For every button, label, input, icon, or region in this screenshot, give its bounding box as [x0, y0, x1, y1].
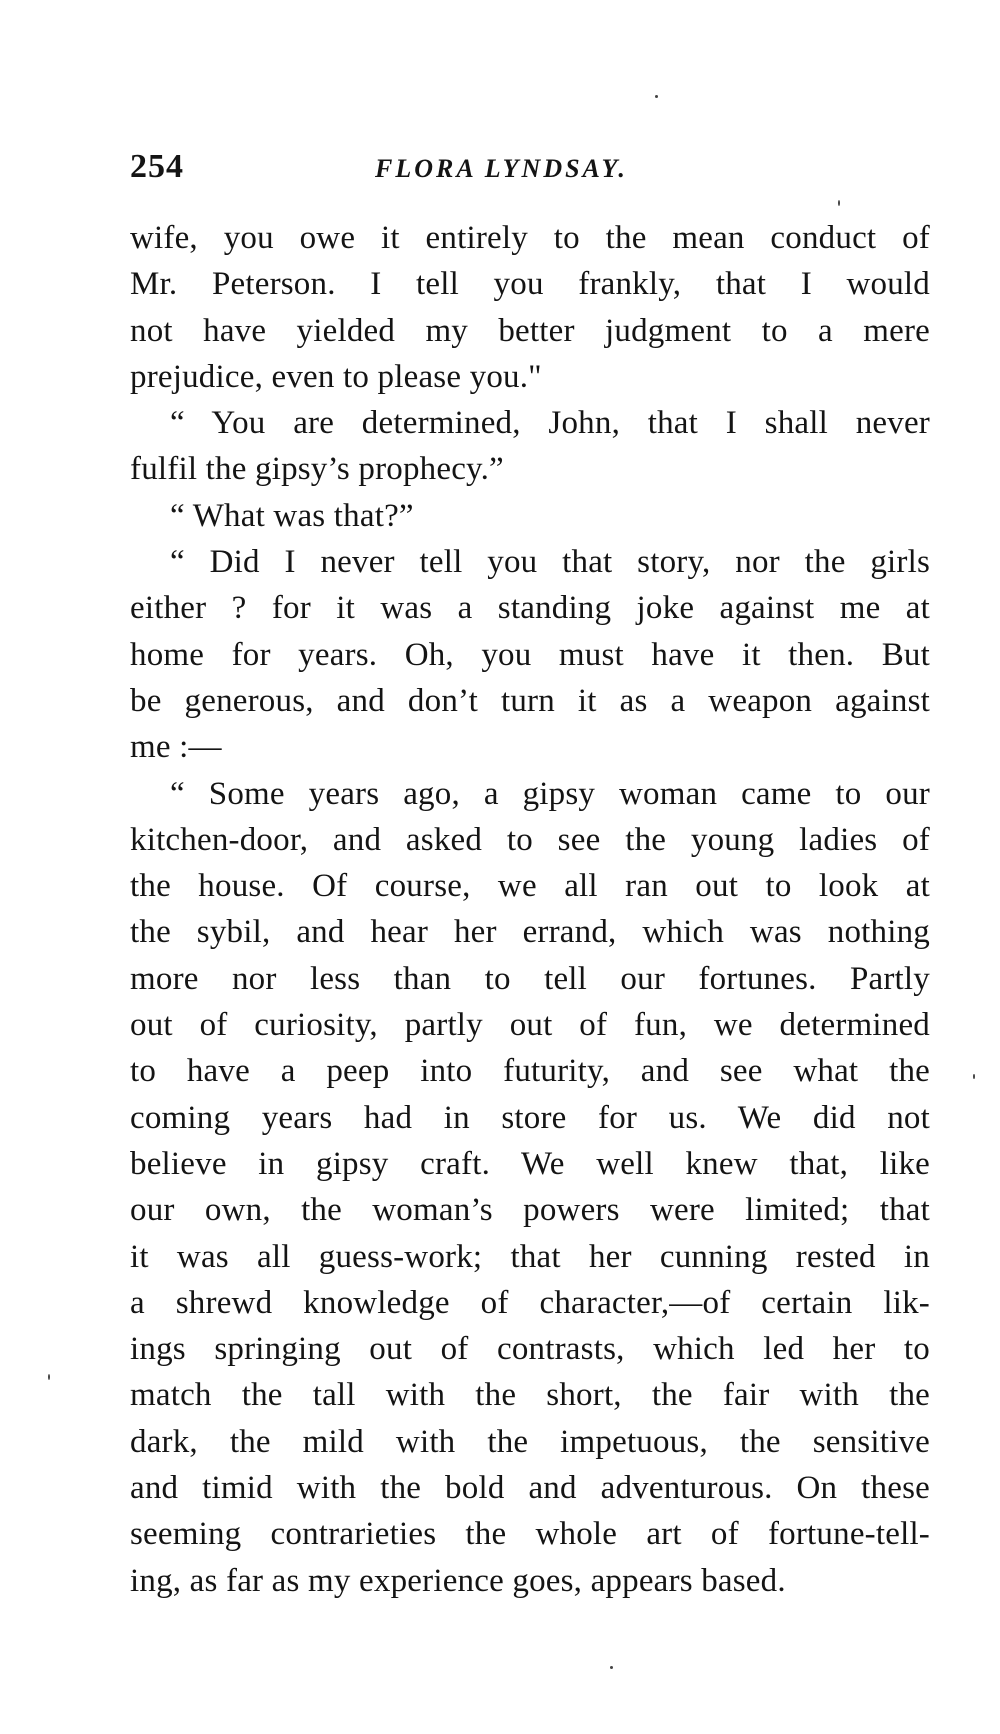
print-speck: [973, 1074, 975, 1079]
body-text: [130, 215, 930, 1604]
print-speck: [655, 95, 658, 98]
text-line: ing, as far as my experience goes, appears based.: [130, 1562, 786, 1599]
text-line: the house. Of course, we all ran out to look at: [130, 868, 930, 905]
text-line: “ You are determined, John, that I shall never: [170, 405, 930, 442]
text-line: not have yielded my better judgment to a mere: [130, 312, 930, 349]
print-speck: [48, 1374, 50, 1380]
text-line: “ Did I never tell you that story, nor the girls: [170, 544, 930, 581]
text-line: the sybil, and hear her errand, which was nothing: [130, 914, 930, 951]
text-line: prejudice, even to please you.": [130, 358, 542, 395]
text-line: me :—: [130, 729, 222, 766]
page-number: 254: [130, 148, 184, 185]
text-line: home for years. Oh, you must have it then. But: [130, 636, 930, 673]
page-header: [130, 148, 930, 188]
text-line: and timid with the bold and adventurous. On these: [130, 1470, 930, 1507]
text-line: more nor less than to tell our fortunes. Partly: [130, 960, 930, 997]
print-speck: [838, 200, 840, 206]
print-speck: [610, 1666, 613, 1669]
running-title: FLORA LYNDSAY.: [375, 154, 628, 183]
text-line: either ? for it was a standing joke against me at: [130, 590, 930, 627]
text-line: a shrewd knowledge of character,—of certain lik-: [130, 1284, 930, 1321]
text-line: out of curiosity, partly out of fun, we determined: [130, 1007, 930, 1044]
text-line: match the tall with the short, the fair with the: [130, 1377, 930, 1414]
text-line: dark, the mild with the impetuous, the sensitive: [130, 1423, 930, 1460]
text-line: “ What was that?”: [170, 497, 414, 534]
text-line: wife, you owe it entirely to the mean conduct of: [130, 220, 930, 256]
text-line: our own, the woman’s powers were limited; that: [130, 1192, 930, 1229]
text-line: “ Some years ago, a gipsy woman came to our: [170, 775, 930, 812]
text-line: seeming contrarieties the whole art of fortune-tell-: [130, 1516, 930, 1553]
text-line: coming years had in store for us. We did not: [130, 1099, 930, 1136]
text-line: ings springing out of contrasts, which led her to: [130, 1331, 930, 1368]
text-line: it was all guess-work; that her cunning rested in: [130, 1238, 930, 1275]
text-line: kitchen-door, and asked to see the young ladies of: [130, 821, 930, 858]
text-line: Mr. Peterson. I tell you frankly, that I would: [130, 266, 930, 303]
text-line: be generous, and don’t turn it as a weapon against: [130, 682, 930, 719]
text-line: fulfil the gipsy’s prophecy.”: [130, 451, 504, 488]
text-line: believe in gipsy craft. We well knew that, like: [130, 1145, 930, 1182]
text-line: to have a peep into futurity, and see what the: [130, 1053, 930, 1090]
